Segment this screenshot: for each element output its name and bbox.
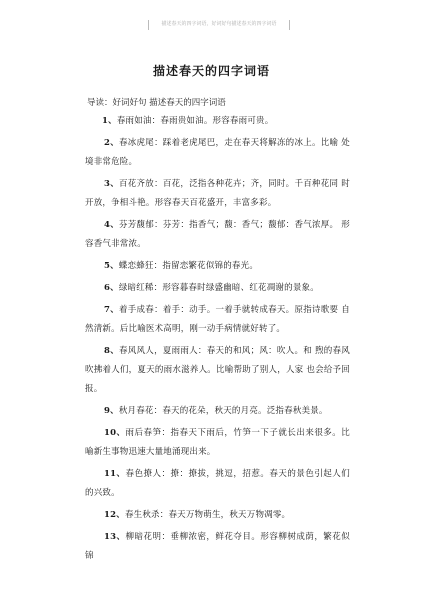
document-title: 描述春天的四字词语: [152, 64, 270, 78]
list-item: [85, 257, 350, 276]
entry-number: 5、: [104, 261, 119, 271]
entry-number: 9、: [104, 406, 119, 416]
entry-text: 春生秋杀：春天万物萌生，秋天万物凋零。: [124, 510, 291, 520]
entry-text: 芬芳馥郁：芬芳：指香气；馥：香气；馥郁：香气浓厚。 形容香气非常浓。: [85, 220, 350, 249]
list-item: [85, 134, 350, 172]
header-divider-right: [289, 20, 290, 30]
entry-text: 绿暗红稀：形容暮春时绿盛幽暗、红花凋谢的景象。: [118, 283, 319, 293]
entry-text: 蝶恋蜂狂：指留恋繁花似锦的春光。: [118, 261, 259, 271]
list-item: [85, 424, 350, 462]
entry-text: 百花齐放：百花，泛指各种花卉；齐，同时。千百种花同 时开放，争相斗艳。形容春天百花盛开，丰富多彩。: [85, 179, 350, 208]
list-item: [85, 112, 350, 131]
entry-number: 8、: [104, 346, 119, 356]
header-divider-left: [148, 20, 149, 30]
entry-number: 12、: [104, 510, 125, 520]
intro-text: 导读：好词好句 描述春天的四字词语: [87, 98, 226, 108]
list-item: [85, 528, 350, 566]
entry-text: 春风风人，夏雨雨人：春天的和风；风：吹人。和 煦的春风吹拂着人们，夏天的雨水滋养人。比喻帮助了别人，人家 也会给予回报。: [85, 346, 350, 394]
list-item: [85, 506, 350, 525]
entry-number: 1、: [102, 116, 117, 126]
entry-number: 3、: [104, 179, 119, 189]
list-item: [85, 301, 350, 339]
entry-number: 11、: [104, 469, 126, 479]
entry-text: 秋月春花：春天的花朵，秋天的月亮。泛指春秋美景。: [118, 406, 328, 416]
list-item: [85, 342, 350, 399]
entry-number: 4、: [104, 220, 119, 230]
entry-text: 柳暗花明：垂柳浓密，鲜花夺目。形容柳树成荫，繁花似 锦: [85, 532, 350, 561]
entry-text: 着手成春：着手：动手。一着手就转成春天。原指诗歌要 自然清新。后比喻医术高明，刚一动手病情就好转了。: [85, 305, 350, 334]
entry-number: 7、: [104, 305, 119, 315]
list-item: [85, 175, 350, 213]
entry-number: 6、: [104, 283, 119, 293]
header-text: 描述春天的四字词语，好词好句描述春天的四字词语: [161, 21, 277, 27]
entry-text: 春色撩人：撩：撩拔，挑逗，招惹。春天的景色引起人们 的兴致。: [85, 469, 350, 498]
list-item: [85, 279, 350, 298]
entry-text: 春雨如油：春雨贵如油。形容春雨可贵。: [116, 116, 274, 126]
entry-text: 春冰虎尾：踩着老虎尾巴，走在春天将解冻的冰上。比喻 处境非常危险。: [85, 138, 350, 167]
entry-text: 雨后春笋：指春天下雨后，竹笋一下子就长出来很多。比 喻新生事物迅速大量地涌现出来。: [85, 428, 350, 457]
entry-number: 2、: [104, 138, 119, 148]
entry-number: 10、: [104, 428, 126, 438]
entry-number: 13、: [104, 532, 126, 542]
entry-list: [85, 112, 350, 569]
page-header: [0, 20, 423, 34]
list-item: [85, 465, 350, 503]
list-item: [85, 216, 350, 254]
list-item: [85, 402, 350, 421]
